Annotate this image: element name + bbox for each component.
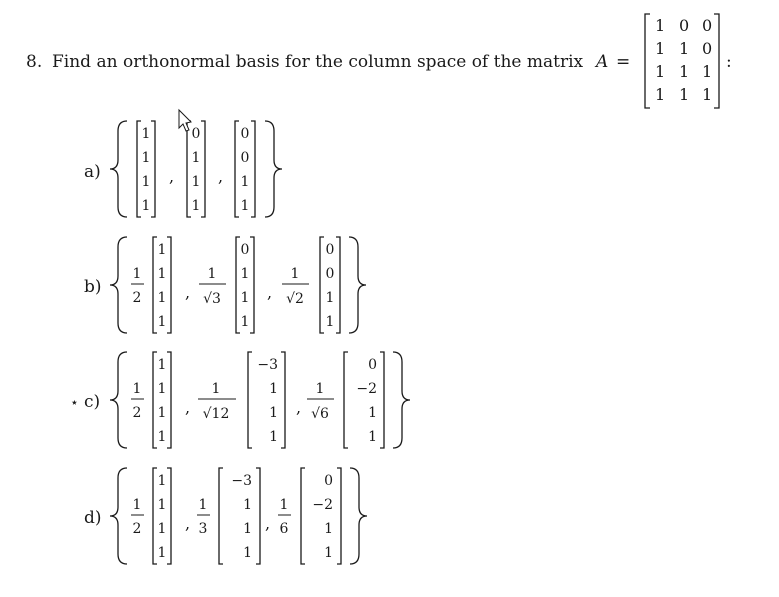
matrix-a-r1c2: 0 (679, 16, 690, 35)
coefficient-numerator: 1 (207, 266, 217, 282)
vector-left-bracket (344, 352, 348, 448)
coefficient-numerator: 1 (132, 266, 142, 282)
matrix-a-r2c1: 1 (655, 39, 666, 58)
vector-entry: 1 (157, 429, 167, 445)
matrix-a-r4c1: 1 (655, 85, 666, 104)
vector-entry: 1 (243, 497, 252, 513)
coefficient-denominator: √2 (286, 291, 304, 307)
vector-right-bracket (167, 237, 171, 333)
matrix-a-r2c2: 1 (679, 39, 690, 58)
coefficient-numerator: 1 (290, 266, 300, 282)
option-label: c) (84, 392, 101, 412)
comma: , (185, 398, 191, 417)
vector-left-bracket (235, 121, 239, 217)
left-brace (110, 352, 127, 448)
coefficient-denominator: 2 (132, 290, 142, 306)
vector-entry: 1 (141, 198, 151, 214)
coefficient-numerator: 1 (198, 497, 208, 513)
matrix-right-bracket (714, 14, 719, 108)
vector-entry: 0 (325, 242, 335, 258)
coefficient-denominator: 3 (198, 521, 208, 537)
option-label: a) (84, 162, 101, 182)
vector-left-bracket (248, 352, 252, 448)
vector-left-bracket (153, 237, 157, 333)
vector-entry: 1 (157, 405, 167, 421)
vector-entry: −2 (356, 381, 377, 397)
vector-entry: 1 (141, 126, 151, 142)
option-label: b) (84, 277, 102, 297)
right-brace (349, 237, 366, 333)
vector-entry: 1 (325, 290, 335, 306)
vector-entry: 1 (324, 545, 333, 561)
coefficient-numerator: 1 (315, 381, 325, 397)
matrix-a-r4c2: 1 (679, 85, 690, 104)
left-brace (110, 121, 127, 217)
vector-entry: 0 (240, 150, 250, 166)
left-brace (110, 237, 127, 333)
vector-entry: 1 (157, 242, 167, 258)
vector-entry: 1 (157, 521, 167, 537)
matrix-a-r2c3: 0 (702, 39, 713, 58)
vector-entry: 1 (269, 405, 278, 421)
vector-entry: 1 (240, 174, 250, 190)
vector-entry: 1 (325, 314, 335, 330)
mouse-cursor-icon (179, 110, 191, 131)
vector-entry: 1 (243, 521, 252, 537)
vector-entry: 1 (243, 545, 252, 561)
coefficient-numerator: 1 (211, 381, 221, 397)
vector-entry: 1 (157, 290, 167, 306)
vector-entry: −3 (257, 357, 278, 373)
vector-entry: 0 (325, 266, 335, 282)
vector-entry: 1 (157, 545, 167, 561)
vector-entry: −3 (231, 473, 252, 489)
coefficient-numerator: 1 (132, 381, 142, 397)
vector-entry: 0 (368, 357, 377, 373)
vector-right-bracket (201, 121, 205, 217)
vector-left-bracket (187, 121, 191, 217)
question-line (26, 14, 732, 108)
vector-right-bracket (167, 352, 171, 448)
coefficient-denominator: 2 (132, 405, 142, 421)
vector-left-bracket (153, 352, 157, 448)
option-c[interactable] (70, 352, 410, 448)
right-brace (393, 352, 410, 448)
vector-entry: 1 (240, 290, 250, 306)
vector-left-bracket (320, 237, 324, 333)
comma: , (296, 398, 302, 417)
matrix-left-bracket (645, 14, 650, 108)
matrix-a-r4c3: 1 (702, 85, 713, 104)
coefficient-numerator: 1 (132, 497, 142, 513)
vector-right-bracket (167, 468, 171, 564)
vector-right-bracket (251, 121, 255, 217)
coefficient-denominator: √12 (202, 406, 230, 422)
option-d[interactable] (84, 468, 367, 564)
comma: , (267, 283, 273, 302)
vector-entry: 1 (157, 266, 167, 282)
option-a[interactable] (84, 121, 282, 217)
right-brace (265, 121, 282, 217)
vector-entry: 1 (269, 429, 278, 445)
equals-sign: = (616, 52, 631, 72)
right-brace (350, 468, 367, 564)
vector-right-bracket (336, 237, 340, 333)
question-prompt: Find an orthonormal basis for the column space of the matrix (52, 52, 584, 72)
coefficient-numerator: 1 (279, 497, 289, 513)
vector-left-bracket (153, 468, 157, 564)
matrix-a-r1c1: 1 (655, 16, 666, 35)
coefficient-denominator: 2 (132, 521, 142, 537)
vector-entry: 1 (191, 198, 201, 214)
matrix-a-r1c3: 0 (702, 16, 713, 35)
matrix-symbol: A (596, 52, 609, 72)
coefficient-denominator: 6 (279, 521, 289, 537)
vector-entry: 1 (191, 174, 201, 190)
vector-entry: 1 (240, 198, 250, 214)
vector-entry: 1 (157, 314, 167, 330)
vector-left-bracket (137, 121, 141, 217)
vector-right-bracket (250, 237, 254, 333)
vector-entry: 1 (157, 473, 167, 489)
comma: , (218, 167, 224, 186)
left-brace (110, 468, 127, 564)
matrix-a (645, 14, 719, 108)
vector-entry: 1 (240, 314, 250, 330)
vector-right-bracket (337, 468, 341, 564)
matrix-a-r3c1: 1 (655, 62, 666, 81)
vector-entry: 0 (324, 473, 333, 489)
vector-entry: 1 (368, 405, 377, 421)
vector-entry: 1 (157, 381, 167, 397)
comma: , (185, 514, 191, 533)
vector-entry: 1 (157, 357, 167, 373)
vector-right-bracket (151, 121, 155, 217)
vector-entry: 1 (269, 381, 278, 397)
vector-entry: 1 (141, 174, 151, 190)
vector-entry: −2 (312, 497, 333, 513)
vector-right-bracket (281, 352, 285, 448)
option-label: d) (84, 508, 102, 528)
matrix-a-r3c2: 1 (679, 62, 690, 81)
vector-entry: 1 (191, 150, 201, 166)
vector-left-bracket (301, 468, 305, 564)
option-b[interactable] (84, 237, 366, 333)
question-number: 8. (26, 52, 43, 72)
comma: , (265, 514, 271, 533)
coefficient-denominator: √6 (311, 406, 329, 422)
colon: : (726, 52, 732, 72)
correct-answer-star: ⋆ (70, 395, 79, 411)
vector-left-bracket (219, 468, 223, 564)
vector-entry: 0 (191, 126, 201, 142)
vector-right-bracket (380, 352, 384, 448)
vector-entry: 0 (240, 242, 250, 258)
vector-entry: 1 (324, 521, 333, 537)
vector-entry: 1 (157, 497, 167, 513)
vector-entry: 0 (240, 126, 250, 142)
vector-right-bracket (256, 468, 260, 564)
matrix-a-r3c3: 1 (702, 62, 713, 81)
vector-left-bracket (236, 237, 240, 333)
comma: , (169, 167, 175, 186)
coefficient-denominator: √3 (203, 291, 221, 307)
vector-entry: 1 (240, 266, 250, 282)
vector-entry: 1 (141, 150, 151, 166)
vector-entry: 1 (368, 429, 377, 445)
comma: , (185, 283, 191, 302)
